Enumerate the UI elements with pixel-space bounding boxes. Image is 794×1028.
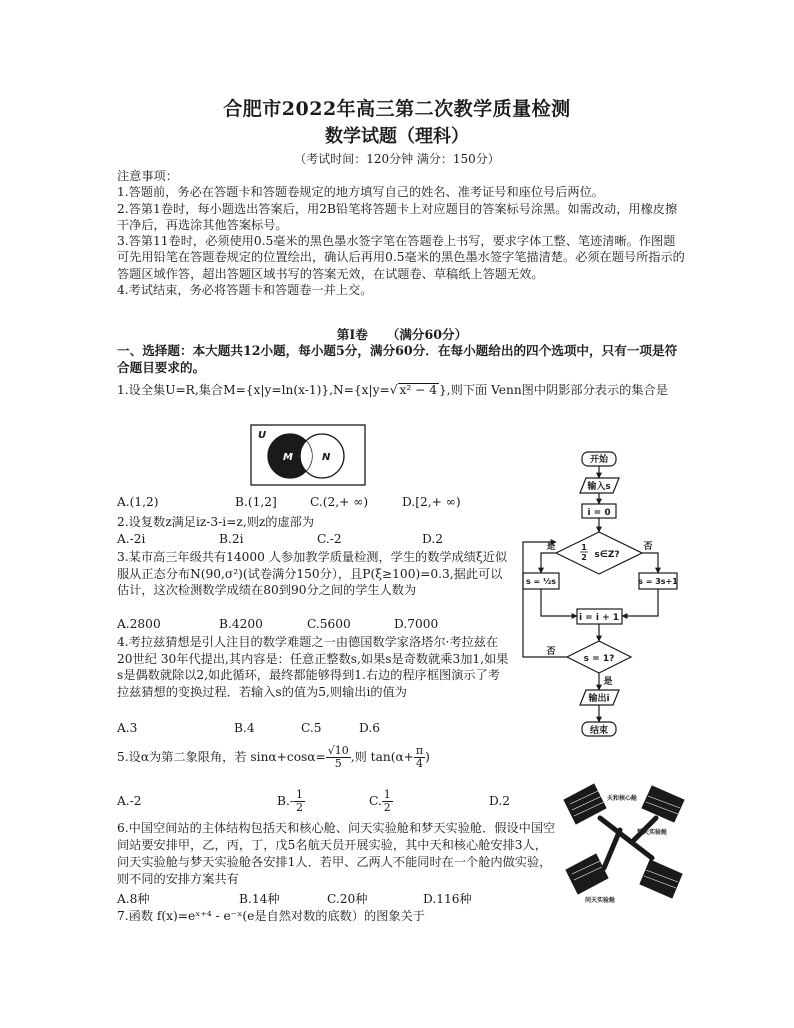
q6-option-b[interactable]: B.14种 xyxy=(239,892,280,906)
q5-option-a[interactable]: A.-2 xyxy=(117,794,142,808)
q2-option-b[interactable]: B.2i xyxy=(219,532,244,546)
question-6: 6.中国空间站的主体结构包括天和核心舱、问天实验舱和梦天实验舱．假设中国空间站要安排甲，乙，丙，丁，戊5名航天员开展实验，其中天和核心舱安排3人，问天实验舱与梦天实验舱各安排1人．若甲、乙两人不能同时在一个舱内做实验，则不同的安排方案共有 xyxy=(117,821,556,886)
q1-stem-a: 1.设全集U=R,集合M={x|y=ln(x-1)},N={x|y= xyxy=(117,383,390,397)
flow-halve-label: s = ½s xyxy=(525,577,557,586)
flow-no2-label: 否 xyxy=(546,647,556,657)
q3-options xyxy=(117,617,509,633)
note-item-3: 3.答第11卷时，必须使用0.5毫米的黑色墨水签字笔在答题卷上书写，要求字体工整、笔迹清晰。作图题可先用铅笔在答题卷规定的位置绘出，确认后再用0.5毫米的黑色墨水签字笔描清楚。必须在题号所指示的答题区域作答，超出答题区域书写的答案无效，在试题卷、草稿纸上答题无效。 xyxy=(117,234,685,281)
q1-option-b[interactable]: B.(1,2] xyxy=(235,495,277,509)
q4-options xyxy=(117,721,509,737)
flow-triple-label: s = 3s+1 xyxy=(638,577,678,586)
venn-label-m: M xyxy=(283,452,293,463)
q1-option-c[interactable]: C.(2,+ ∞) xyxy=(310,495,369,509)
flow-yes-label: 是 xyxy=(546,542,556,552)
q5-options xyxy=(117,788,557,814)
q5-option-d[interactable]: D.2 xyxy=(489,794,510,808)
section-title: 第I卷 （满分60分） xyxy=(336,327,468,342)
flow-increment-label: i = i + 1 xyxy=(578,613,620,623)
q6-option-c[interactable]: C.20种 xyxy=(327,892,368,906)
venn-diagram xyxy=(250,424,366,486)
flow-init-label: i = 0 xyxy=(587,508,611,518)
q5-fraction-sqrt10-5: $\frac{√10}{5}$ xyxy=(327,744,349,770)
q5-stem-a: 5.设α为第二象限角，若 sinα+cosα= xyxy=(117,750,326,764)
q1-options xyxy=(117,495,517,511)
notes-heading: 注意事项： xyxy=(117,169,178,183)
flow-no-label: 否 xyxy=(643,542,653,552)
flow-end-label: 结束 xyxy=(589,726,609,736)
q2-option-a[interactable]: A.-2i xyxy=(117,532,146,546)
q2-option-d[interactable]: D.2 xyxy=(422,532,443,546)
exam-title: 合肥市2022年高三第二次教学质量检测 xyxy=(223,98,571,120)
question-7: 7.函数 f(x)=eˣ⁺⁴ - e⁻ˣ(e是自然对数的底数）的图象关于 xyxy=(117,909,425,923)
exam-subtitle: 数学试题（理科） xyxy=(325,126,469,147)
flow-start-label: 开始 xyxy=(589,455,609,465)
q1-option-a[interactable]: A.(1,2) xyxy=(117,495,159,509)
q5-stem-b: ,则 tan(α+ xyxy=(350,750,414,764)
question-4: 4.考拉兹猜想是引人注目的数学难题之一由德国数学家洛塔尔·考拉兹在20世纪 30年代提出,其内容是：任意正整数s,如果s是奇数就乘3加1,如果s是偶数就除以2,如此循环，最终都能够得到1.右边的程序框图演示了考拉兹猜想的变换过程．若输入s的值为5,则输出i的值为 xyxy=(117,635,509,699)
q5-stem-c: ) xyxy=(425,750,430,764)
question-3: 3.某市高三年级共有14000 人参加教学质量检测，学生的数学成绩ξ近似服从正态分布N(90,σ²)(试卷满分150分），且P(ξ≥100)=0.3,据此可以估计，这次检测数学成绩在80到90分之间的学生人数为 xyxy=(117,550,508,598)
flow-input-label: 输入s xyxy=(587,482,611,492)
q4-option-c[interactable]: C.5 xyxy=(301,721,322,735)
exam-info: （考试时间：120分钟 满分：150分） xyxy=(294,152,500,166)
q3-option-c[interactable]: C.5600 xyxy=(307,617,351,631)
q2-options xyxy=(117,532,509,548)
q6-options xyxy=(117,890,557,906)
q5-fraction-pi-4: $\frac{\pi}{4}$ xyxy=(415,744,424,770)
question-2: 2.设复数z满足iz-3-i=z,则z的虚部为 xyxy=(117,515,315,529)
question-1: 1.设全集U=R,集合M={x|y=ln(x-1)},N={x|y=√ x² − 4 },则下面 Venn图中阴影部分表示的集合是 xyxy=(117,383,668,397)
note-item-1: 1.答题前，务必在答题卡和答题卷规定的地方填写自己的姓名、准考证号和座位号后两位。 xyxy=(117,185,604,200)
venn-label-u: U xyxy=(258,430,267,441)
q5-option-b[interactable]: B.- $\frac{1}{2}$ xyxy=(277,788,303,814)
q1-sqrt: x² − 4 xyxy=(399,383,438,397)
section-instruction: 一、选择题：本大题共12小题，每小题5分，满分60分．在每小题给出的四个选项中，只有一项是符合题目要求的。 xyxy=(117,343,678,375)
note-item-4: 4.考试结束，务必将答题卡和答题卷一并上交。 xyxy=(117,283,373,298)
q5-option-c[interactable]: C. $\frac{1}{2}$ xyxy=(369,788,391,814)
question-5 xyxy=(117,744,517,770)
label-mengtian: 梦天实验舱 xyxy=(636,829,668,836)
flow-cond2-label: s = 1? xyxy=(583,654,615,664)
flow-yes2-label: 是 xyxy=(603,677,613,687)
venn-label-n: N xyxy=(322,452,331,463)
flow-cond-text: s∈Z? xyxy=(594,550,620,560)
q4-option-a[interactable]: A.3 xyxy=(117,721,138,735)
flow-output-label: 输出i xyxy=(588,694,610,704)
q1-stem-b: },则下面 Venn图中阴影部分表示的集合是 xyxy=(439,383,668,397)
q1-option-d[interactable]: D.[2,+ ∞) xyxy=(402,495,461,509)
note-item-2: 2.答第1卷时，每小题选出答案后，用2B铅笔将答题卡上对应题目的答案标号涂黑。如需改动，用橡皮擦干净后，再选涂其他答案标号。 xyxy=(117,201,678,232)
q4-option-b[interactable]: B.4 xyxy=(234,721,255,735)
q3-option-b[interactable]: B.4200 xyxy=(219,617,263,631)
notes-section xyxy=(117,168,687,298)
label-tianhe: 天和核心舱 xyxy=(606,795,638,802)
flow-cond-num: 1 xyxy=(581,543,587,552)
q4-option-d[interactable]: D.6 xyxy=(359,721,380,735)
q2-option-c[interactable]: C.-2 xyxy=(317,532,342,546)
space-station-image xyxy=(560,778,692,912)
q3-option-a[interactable]: A.2800 xyxy=(117,617,161,631)
collatz-flowchart xyxy=(515,446,678,746)
label-wentian: 问天实验舱 xyxy=(584,897,616,904)
q6-option-d[interactable]: D.116种 xyxy=(423,892,472,906)
q6-option-a[interactable]: A.8种 xyxy=(117,892,150,906)
flow-cond-den: 2 xyxy=(581,553,587,562)
q3-option-d[interactable]: D.7000 xyxy=(394,617,439,631)
